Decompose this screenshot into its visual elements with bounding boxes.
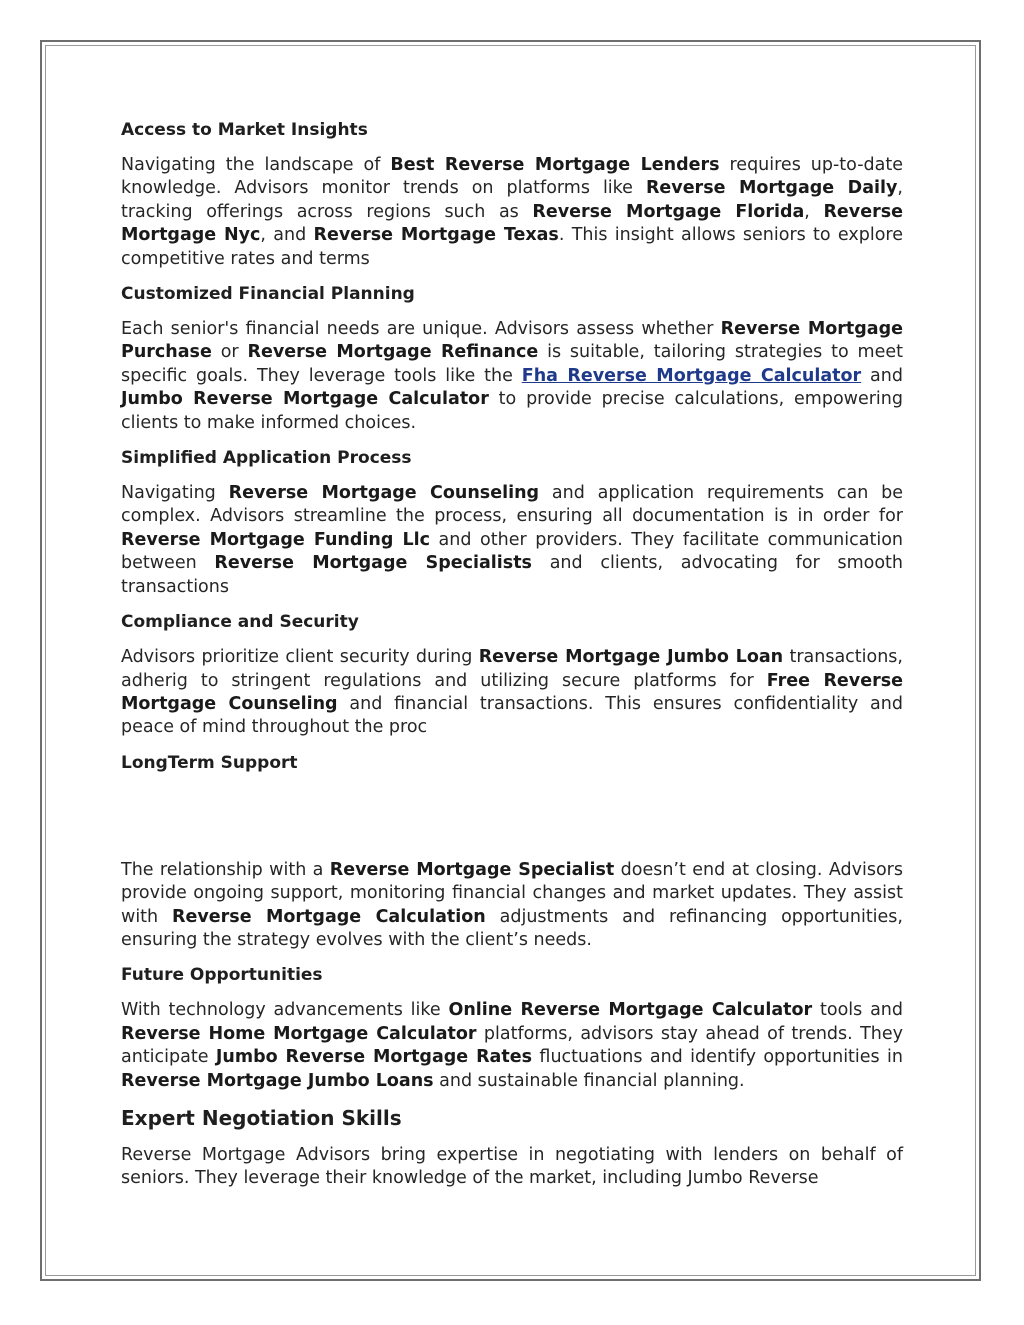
section-paragraph [121, 318, 903, 435]
section-heading: Future Opportunities [121, 965, 323, 986]
keyword-emphasis: Reverse Mortgage Specialists [214, 553, 532, 574]
paragraph-text: , [804, 201, 824, 222]
paragraph-text: to provide precise calculations, empowering clients to make informed choices. [121, 389, 903, 433]
paragraph-text: Navigating the landscape of [121, 155, 391, 175]
blank-space [121, 787, 903, 859]
paragraph-text: Advisors prioritize client security during [121, 647, 479, 668]
keyword-emphasis: Jumbo Reverse Mortgage Rates [215, 1047, 533, 1068]
paragraph-text: Navigating [121, 483, 229, 504]
paragraph-text: and [861, 365, 903, 386]
keyword-emphasis: Reverse Mortgage Specialist [329, 859, 615, 880]
paragraph-text: and application requirements can be complex. Advisors streamline the process, ensuring all documentation is in order for [121, 483, 904, 527]
paragraph-text: tools and [812, 1000, 904, 1021]
section-paragraph [121, 1144, 903, 1191]
keyword-emphasis: Reverse Mortgage Jumbo Loans [121, 1070, 434, 1091]
section-paragraph [121, 646, 903, 740]
paragraph-text: and clients, advocating for smooth transactions [121, 553, 903, 597]
paragraph-text: and sustainable financial planning. [433, 1070, 745, 1091]
keyword-emphasis: Free Reverse Mortgage Counseling [121, 670, 903, 714]
keyword-emphasis: Reverse Mortgage Calculation [172, 906, 486, 927]
section-heading: Expert Negotiation Skills [121, 1105, 402, 1130]
section-heading: Simplified Application Process [121, 448, 412, 469]
section-heading: Compliance and Security [121, 612, 359, 633]
paragraph-text: platforms, advisors stay ahead of trends. They anticipate [121, 1023, 904, 1068]
paragraph-text: The relationship with a [121, 859, 330, 880]
paragraph-text: is suitable, tailoring strategies to meet specific goals. They leverage tools like the [121, 342, 903, 386]
keyword-emphasis: Reverse Mortgage Nyc [121, 201, 903, 246]
keyword-emphasis: Reverse Home Mortgage Calculator [121, 1023, 477, 1044]
paragraph-text: requires up-to-date knowledge. Advisors monitor trends on platforms like [121, 155, 903, 199]
section-paragraph [121, 859, 903, 953]
keyword-emphasis: Reverse Mortgage Jumbo Loan [478, 647, 784, 668]
section-heading: LongTerm Support [121, 752, 298, 773]
keyword-emphasis: Online Reverse Mortgage Calculator [448, 1000, 813, 1021]
keyword-emphasis: Reverse Mortgage Funding Llc [121, 529, 430, 550]
paragraph-text: adjustments and refinancing opportunities, ensuring the strategy evolves with the client’s needs. [121, 906, 903, 950]
document-body [121, 118, 903, 1202]
paragraph-text: doesn’t end at closing. Advisors provide ongoing support, monitoring financial changes and market updates. They assist with [121, 859, 903, 927]
keyword-emphasis: Reverse Mortgage Counseling [228, 483, 540, 504]
paragraph-text: , and [260, 225, 314, 246]
keyword-emphasis: Reverse Mortgage Florida [532, 201, 805, 222]
keyword-emphasis: Reverse Mortgage Purchase [121, 319, 903, 363]
section-heading: Access to Market Insights [121, 120, 368, 140]
keyword-emphasis: Reverse Mortgage Texas [313, 225, 559, 246]
paragraph-text: Each senior's financial needs are unique. Advisors assess whether [121, 319, 721, 340]
section-paragraph [121, 482, 903, 599]
paragraph-text: Reverse Mortgage Advisors bring expertise in negotiating with lenders on behalf of seniors. They leverage their knowledge of the market, including Jumbo Reverse [121, 1144, 903, 1189]
paragraph-text: , tracking offerings across regions such as [121, 178, 903, 222]
paragraph-text: . This insight allows seniors to explore competitive rates and terms [121, 225, 903, 269]
keyword-emphasis: Best Reverse Mortgage Lenders [390, 155, 720, 175]
paragraph-text: or [211, 342, 248, 363]
section-paragraph [121, 999, 903, 1093]
paragraph-text: transactions, adherig to stringent regulations and utilizing secure platforms for [121, 647, 903, 691]
keyword-emphasis: Reverse Mortgage Daily [645, 178, 898, 199]
paragraph-text: With technology advancements like [121, 1000, 449, 1021]
paragraph-text: and financial transactions. This ensures confidentiality and peace of mind throughout the proc [121, 693, 903, 738]
paragraph-text: and other providers. They facilitate communication between [121, 529, 904, 574]
keyword-emphasis: Jumbo Reverse Mortgage Calculator [121, 389, 489, 410]
paragraph-text: fluctuations and identify opportunities in [532, 1047, 904, 1068]
calculator-link[interactable]: Fha Reverse Mortgage Calculator [521, 365, 862, 386]
section-heading: Customized Financial Planning [121, 284, 415, 305]
section-paragraph [121, 154, 903, 271]
keyword-emphasis: Reverse Mortgage Refinance [247, 342, 539, 363]
